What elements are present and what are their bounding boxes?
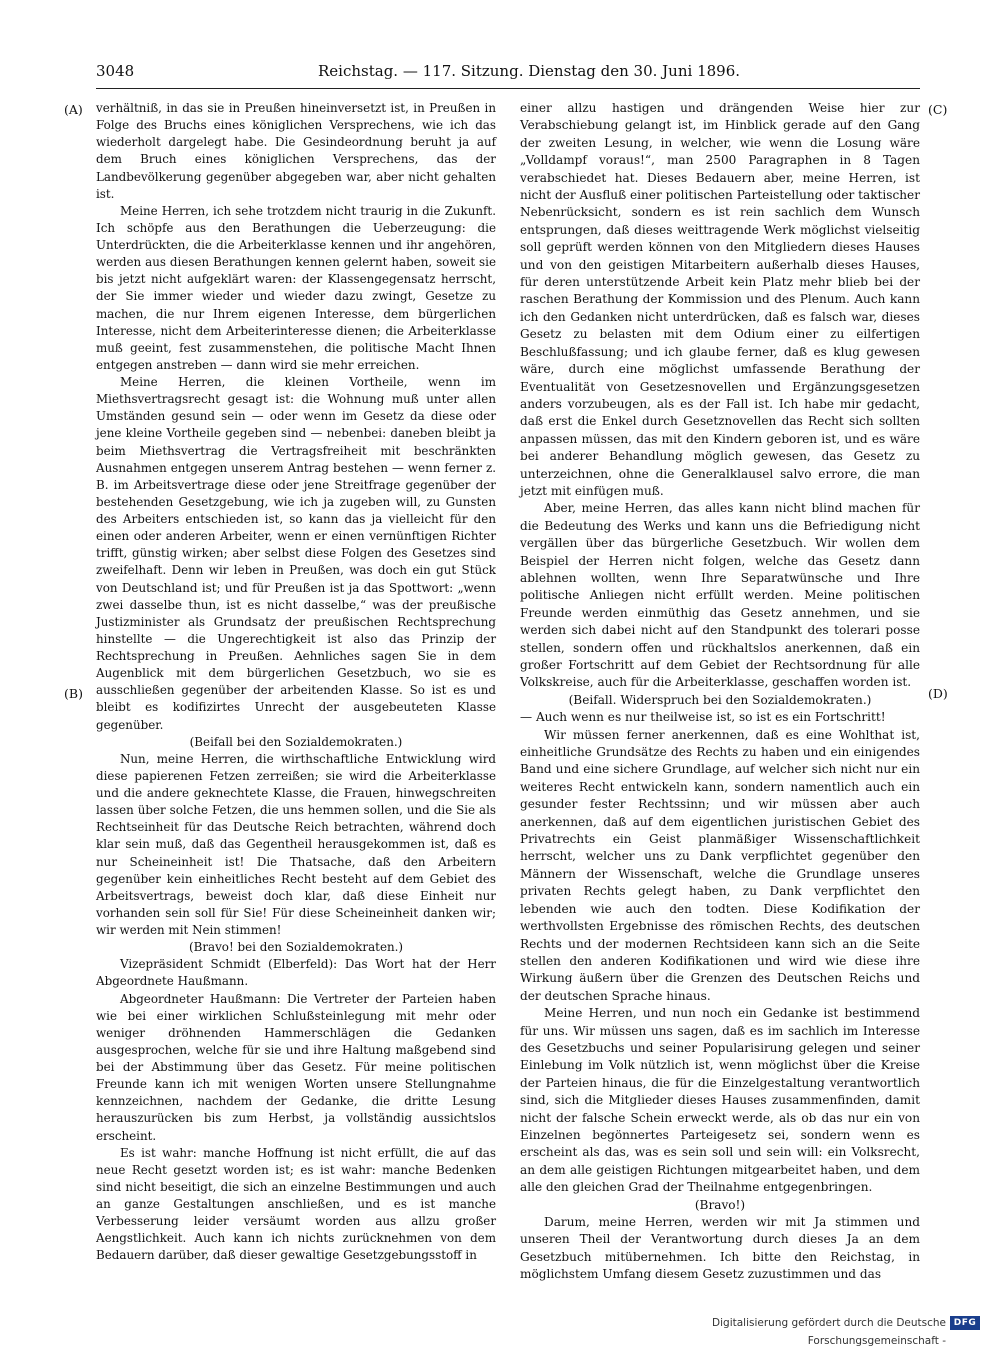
paragraph: verhältniß, in das sie in Preußen hineinversetzt ist, in Preußen in Folge des Bruchs eines königlichen Versprechens, wie ich das wiederholt dargelegt habe. Die Gesindeordnung beruht ja auf dem Bruch eines königlichen Versprechens, das der Landbevölkerung gegenüber abgegeben war, aber nicht gehalten ist. xyxy=(96,101,496,201)
paragraph: Meine Herren, ich sehe trotzdem nicht traurig in die Zukunft. Ich schöpfe aus den Berathungen die Ueberzeugung: die Unterdrückten, die die Arbeiterklasse kennen und ihr angehören, werden aus diesen Berathungen kennen gelernt haben, soweit sie bis jetzt nicht aufgeklärt waren: der Klassengegensatz herrscht, der Sie immer wieder und wieder dazu zwingt, Gesetze zu machen, die nur Ihrem eigenen Interesse, dem bürgerlichen Interesse, nicht dem Arbeiterinteresse dienen; die Arbeiterklasse muß geeint, fest zusammenstehen, die politische Macht Ihnen entgegen anstreben — dann wird sie mehr erreichen. xyxy=(96,203,496,372)
paragraph: — Auch wenn es nur theilweise ist, so ist es ein Fortschritt! xyxy=(520,710,886,725)
stage-direction: (Bravo! bei den Sozialdemokraten.) xyxy=(188,940,404,955)
margin-mark-b: (B) xyxy=(64,686,83,701)
header-rule xyxy=(96,88,920,89)
paragraph: Es ist wahr: manche Hoffnung ist nicht erfüllt, die auf das neue Recht gesetzt worden ist; es ist wahr: manche Bedenken sind nicht beseitigt, die sich an einzelne Bestimmungen und auch an ganze Gestaltungen anschließen, und es ist manche Verbesserung leider versäumt worden aus allzu großer Aengstlichkeit. Auch kann ich nichts zurücknehmen von dem Bedauern darüber, daß dieser gewaltige Gesetzgebungsstoff in xyxy=(96,1145,496,1263)
stage-direction: (Beifall. Widerspruch bei den Sozialdemokraten.) xyxy=(568,692,872,707)
margin-mark-a: (A) xyxy=(64,102,83,117)
paragraph: einer allzu hastigen und drängenden Weise hier zur Verabschiebung gelangt ist, im Hinblick gerade auf den Gang der zweiten Lesung, in welcher, wie wenn die Losung wäre „Volldampf voraus!“, man 2500 Paragraphen in 8 Tagen verabschiedet hat. Dieses Bedauern aber, meine Herren, ist nicht der Ausfluß einer politischen Parteistellung oder taktischer Nebenrücksicht, sondern es ist rein sachlich dem Wunsch entsprungen, daß dieses weittragende Werk möglichst vielseitig soll geprüft werden können von den Mitgliedern dieses Hauses und von den geistigen Mitarbeitern außerhalb dieses Hauses, für deren unterstützende Arbeit kein Platz mehr blieb bei der raschen Berathung der Kommission und des Plenum. Auch kann ich den Gedanken nicht unterdrücken, daß es falsch war, dieses Gesetz zu belasten mit dem Odium einer zu eilfertigen Beschlußfassung; und ich glaube ferner, daß es klug gewesen wäre, durch eine möglichst umfassende Berathung der Eventualität von Gesetzesnovellen und Ergänzungsgesetzen anders vorzubeugen, als es der Fall ist. Ich habe mir gedacht, daß erst die Enkel durch Gesetznovellen das Recht sich sollten anpassen müssen, das mit den Kindern geboren ist, und es wäre bei anderer Behandlung möglich gewesen, das Gesetz zu unterzeichnen, ohne die Generalklausel salvo errore, die man jetzt mit einfügen muß. xyxy=(520,101,920,498)
paragraph: Meine Herren, die kleinen Vortheile, wenn im Miethsvertragsrecht gesagt ist: die Wohnung muß unter allen Umständen gesund sein — oder wenn im Gesetz da diese oder jene kleine Vortheile gegeben sind — nebenbei: daneben bleibt ja beim Miethsvertrag die Vertragsfreiheit mit beschränkten Ausnahmen entgegen unserem Antrag bestehen — wenn ferner z. B. im Arbeitsvertrage diese oder jene Streitfrage gegenüber der bestehenden Gesetzgebung, wie ich ja zugeben will, zu Gunsten des Arbeiters entschieden ist, so kann das ja vielleicht für den einen oder anderen Arbeiter, wenn er einen vernünftigen Richter trifft, günstig wirken; aber selbst diese Folgen des Gesetzes sind zweifelhaft. Denn wir leben in Preußen, was doch ein gut Stück von Deutschland ist; und für Preußen ist ja das Spottwort: „wenn zwei dasselbe thun, ist es nicht dasselbe,“ was der preußische Justizminister als Grundsatz der preußischen Rechtsprechung hinstellte — die Ungerechtigkeit ist also das Prinzip der Rechtsprechung in Preußen. Aehnliches sagen Sie in dem Augenblick mit dem bürgerlichen Gesetzbuch, wo sie es ausschließen gegenüber der arbeitenden Klasse. So ist es und bleibt es kodifizirtes Unrecht der ausgebeuteten Klasse gegenüber. xyxy=(96,375,496,732)
margin-mark-c: (C) xyxy=(928,102,948,117)
paragraph: Meine Herren, und nun noch ein Gedanke ist bestimmend für uns. Wir müssen uns sagen, daß es im sachlich im Interesse des Gesetzbuchs und seiner Popularisirung gelegen und seiner Einlebung im Volk nützlich ist, wenn möglichst über die Kreise der Parteien hinaus, die für die Einzelgestaltung verantwortlich sind, sich die Mitglieder dieses Hauses zusammenfinden, damit nicht der falsche Schein erweckt werde, als ob das nur ein von Einzelnen begönnertes Parteigesetz sei, sondern wenn es erscheint als das, was es sein soll und sein will: ein Volksrecht, an dem alle geistigen Richtungen mitgearbeitet haben, und dem alle den gleichen Grad der Theilnahme entgegenbringen. xyxy=(520,1006,920,1195)
paragraph: Wir müssen ferner anerkennen, daß es eine Wohlthat ist, einheitliche Grundsätze des Rechts zu haben und ein einigendes Band und eine sichere Grundlage, auf welcher sich nicht nur ein weiteres Recht entwickeln kann, sondern namentlich auch ein gesunder fester Rechtssinn; und wir müssen aber auch anerkennen, daß auf dem eigentlichen juristischen Gebiet des Privatrechts ein Geist planmäßiger Wissenschaftlichkeit herrscht, welcher uns zu Dank verpflichtet gegenüber den Männern der Wissenschaft, welche die Grundlage unseres privaten Rechts gelegt haben, zu Dank verpflichtet den lebenden wie auch den todten. Diese Kodifikation der werthvollsten Ergebnisse des römischen Rechts, des deutschen Rechts und der modernen Rechtsideen kann sich an die Seite stellen den anderen Kodifikationen und wird wie diese ihre Wirkung äußern über die Grenzen des Deutschen Reichs und der deutschen Sprache hinaus. xyxy=(520,727,920,1003)
paragraph: Darum, meine Herren, werden wir mit Ja stimmen und unseren Theil der Verantwortung durch dieses Ja an dem Gesetzbuch mitübernehmen. Ich bitte den Reichstag, in möglichstem Umfang diesem Gesetz zuzustimmen und das xyxy=(520,1215,920,1282)
paragraph: Vizepräsident Schmidt (Elberfeld): Das Wort hat der Herr Abgeordnete Haußmann. xyxy=(96,957,496,989)
right-column xyxy=(520,100,920,1284)
running-header xyxy=(96,60,920,84)
paragraph: Aber, meine Herren, das alles kann nicht blind machen für die Bedeutung des Werks und kann uns die Befriedigung nicht vergällen über das bürgerliche Gesetzbuch. Wir wollen dem Beispiel der Herren nicht folgen, welche das Gesetz dann ablehnen wollten, wenn Ihre Separatwünsche und Ihre politische Anliegen nicht erfüllt werden. Meine politischen Freunde werden einmüthig das Gesetz annehmen, und sie werden sich dabei nicht auf den Standpunkt des tolerari posse stellen, sondern offen und rückhaltslos anerkennen, daß ein großer Fortschritt auf dem Gebiet der Rechtsordnung für alle Volkskreise, auch für die Arbeiterklasse, geschaffen worden ist. xyxy=(520,501,920,690)
footer-text: Digitalisierung gefördert durch die Deutsche Forschungsgemeinschaft - xyxy=(712,1317,946,1347)
left-column xyxy=(96,100,496,1265)
stage-direction: (Bravo!) xyxy=(694,1197,746,1212)
running-title: Reichstag. — 117. Sitzung. Dienstag den 30. Juni 1896. xyxy=(318,62,741,80)
margin-mark-d: (D) xyxy=(928,686,948,701)
footer-credit xyxy=(600,1314,980,1347)
paragraph: Abgeordneter Haußmann: Die Vertreter der Parteien haben wie bei einer wirklichen Schlußsteinlegung mit mehr oder weniger dröhnenden Hammerschlägen die Gedanken ausgesprochen, welche für sie und ihre Haltung maßgebend sind bei der Abstimmung über das Gesetz. Für meine politischen Freunde kann ich mit wenigen Worten unsere Stellungnahme kennzeichnen, nachdem der Gedanke, die dritte Lesung herauszurücken bis zum Herbst, ja vollständig aussichtslos erscheint. xyxy=(96,991,496,1143)
page-number: 3048 xyxy=(96,62,135,80)
dfg-logo: DFG xyxy=(950,1316,980,1330)
stage-direction: (Beifall bei den Sozialdemokraten.) xyxy=(189,734,403,749)
paragraph: Nun, meine Herren, die wirthschaftliche Entwicklung wird diese papierenen Fetzen zerreißen; sie wird die Arbeiterklasse und die andere geknechtete Klasse, die Frauen, hinwegschreiten lassen über solche Fetzen, die uns hemmen sollen, und die Sie als Rechtseinheit für das Deutsche Reich betrachten, während doch klar sein muß, daß das Gegentheil herausgekommen ist, daß es nur Scheineinheit ist! Die Thatsache, daß den Arbeitern gegenüber kein einheitliches Recht besteht auf dem Gebiet des Arbeitsvertrags, beweist doch klar, daß diese Einheit nur vorhanden sein soll für Sie! Für diese Scheineinheit danken wir; wir werden mit Nein stimmen! xyxy=(96,751,496,937)
